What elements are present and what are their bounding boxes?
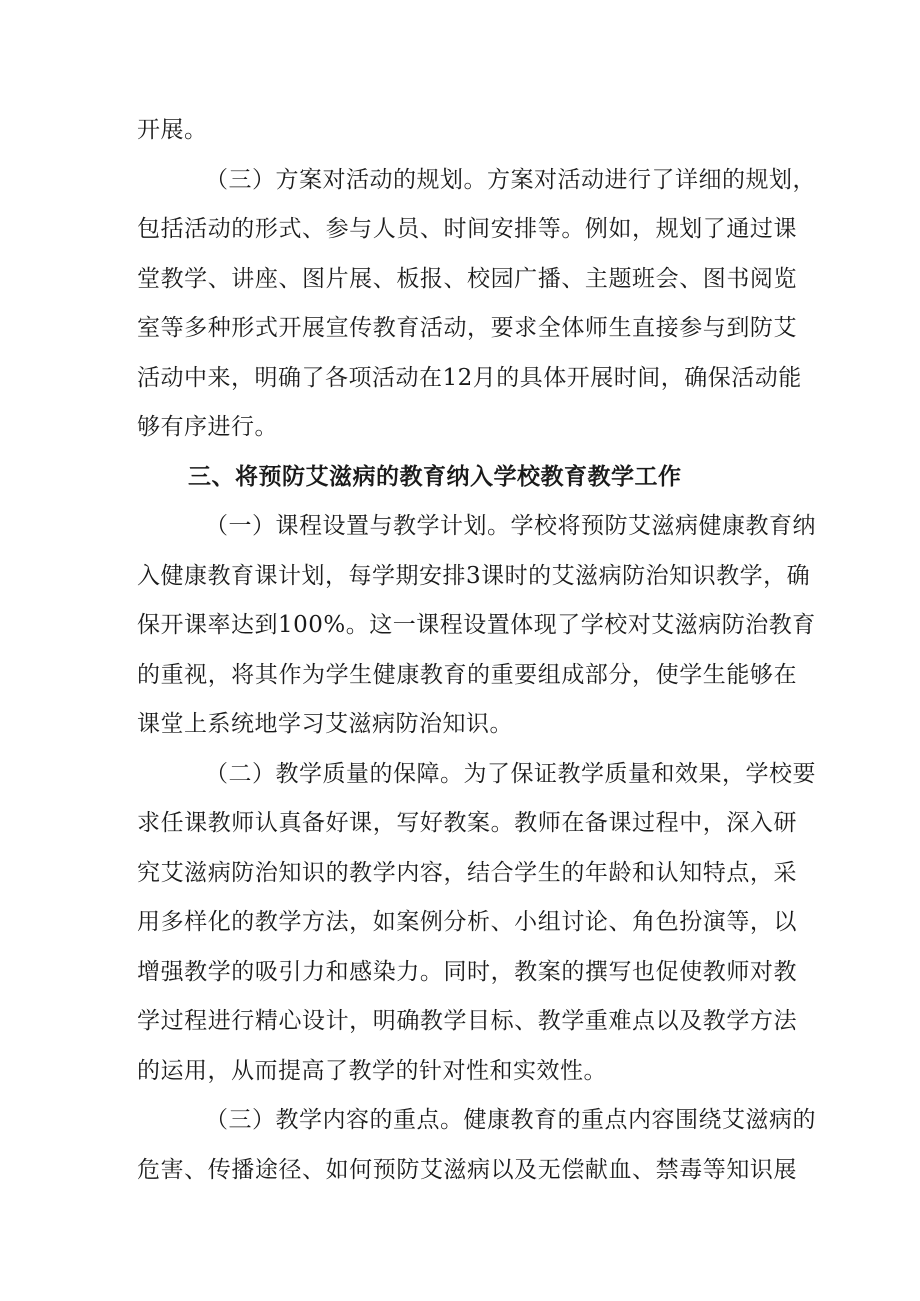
text-line: 开展。: [137, 117, 208, 143]
text-line: 够有序进行。: [137, 414, 278, 440]
paragraph-first-line: （二）教学质量的保障。为了保证教学质量和效果，学校要: [205, 761, 816, 787]
text-line: 包括活动的形式、参与人员、时间安排等。例如，规划了通过课: [137, 216, 797, 242]
text-line: 入健康教育课计划，每学期安排3课时的艾滋病防治知识教学，确: [137, 563, 811, 589]
text-line: 室等多种形式开展宣传教育活动，要求全体师生直接参与到防艾: [137, 315, 797, 341]
paragraph-first-line: （三）教学内容的重点。健康教育的重点内容围绕艾滋病的: [205, 1107, 816, 1133]
section-heading: 三、将预防艾滋病的教育纳入学校教育教学工作: [188, 464, 682, 490]
text-line: 危害、传播途径、如何预防艾滋病以及无偿献血、禁毒等知识展: [137, 1157, 797, 1183]
paragraph-first-line: （一）课程设置与教学计划。学校将预防艾滋病健康教育纳: [205, 513, 816, 539]
paragraph-first-line: （三）方案对活动的规划。方案对活动进行了详细的规划，: [205, 167, 816, 193]
text-line: 的运用，从而提高了教学的针对性和实效性。: [137, 1058, 607, 1084]
text-line: 保开课率达到100%。这一课程设置体现了学校对艾滋病防治教育: [137, 612, 816, 638]
text-line: 学过程进行精心设计，明确教学目标、教学重难点以及教学方法: [137, 1008, 797, 1034]
text-line: 求任课教师认真备好课，写好教案。教师在备课过程中，深入研: [137, 810, 797, 836]
text-line: 堂教学、讲座、图片展、板报、校园广播、主题班会、图书阅览: [137, 266, 797, 292]
text-line: 活动中来，明确了各项活动在12月的具体开展时间，确保活动能: [137, 365, 802, 391]
text-line: 究艾滋病防治知识的教学内容，结合学生的年龄和认知特点，采: [137, 860, 797, 886]
text-line: 增强教学的吸引力和感染力。同时，教案的撰写也促使教师对教: [137, 959, 797, 985]
text-line: 用多样化的教学方法，如案例分析、小组讨论、角色扮演等，以: [137, 909, 797, 935]
text-line: 的重视，将其作为学生健康教育的重要组成部分，使学生能够在: [137, 662, 797, 688]
text-line: 课堂上系统地学习艾滋病防治知识。: [137, 711, 513, 737]
